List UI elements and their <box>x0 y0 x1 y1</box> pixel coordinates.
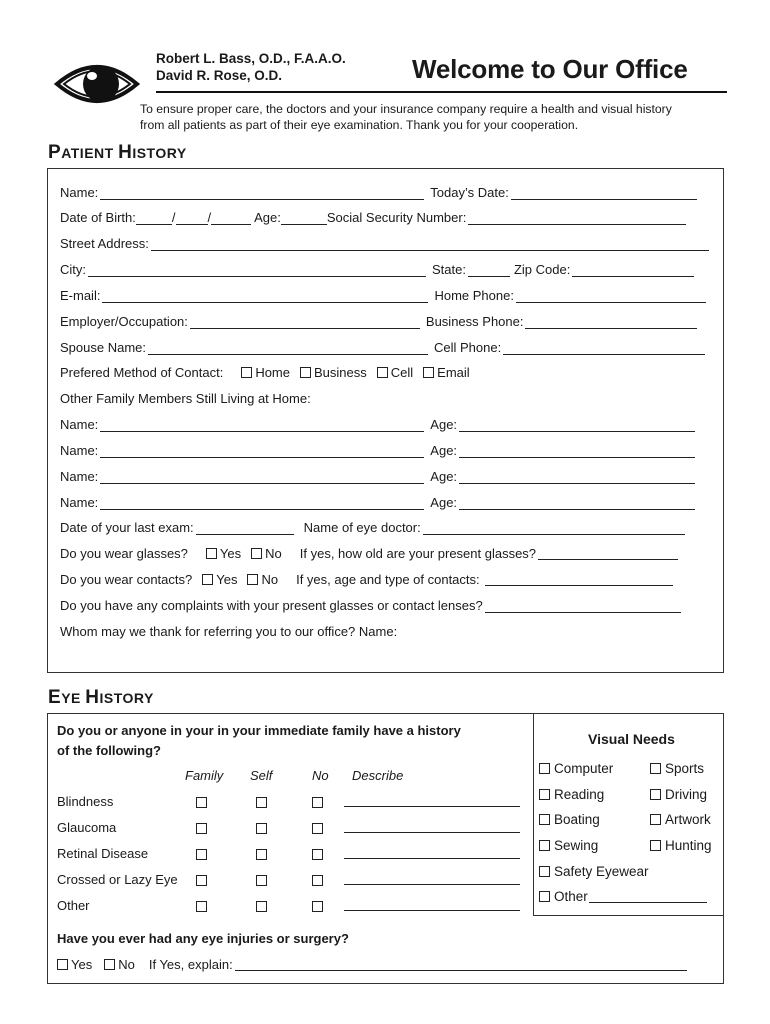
family-name-field[interactable] <box>100 497 424 510</box>
eye-doctor-field[interactable] <box>423 522 685 535</box>
spouse-name-field[interactable] <box>148 342 428 355</box>
condition-label: Other <box>57 898 90 913</box>
blindness-family-checkbox[interactable] <box>196 797 207 808</box>
visual-need-computer[interactable]: Computer <box>539 761 613 776</box>
other-self-checkbox[interactable] <box>256 901 267 912</box>
row-injury: Yes No If Yes, explain: <box>57 957 689 972</box>
patient-history-heading: PATIENT HISTORY <box>48 142 187 163</box>
glaucoma-family-checkbox[interactable] <box>196 823 207 834</box>
condition-label: Crossed or Lazy Eye <box>57 872 178 887</box>
visual-need-hunting[interactable]: Hunting <box>650 838 712 853</box>
retinal-self-checkbox[interactable] <box>256 849 267 860</box>
intro-text: To ensure proper care, the doctors and your insurance company require a health and visual history from all patients as part of their eye examination. Thank you for your cooperation. <box>140 102 672 132</box>
glasses-yes-checkbox[interactable] <box>206 548 217 559</box>
family-name-field[interactable] <box>100 471 424 484</box>
retinal-no-checkbox[interactable] <box>312 849 323 860</box>
family-name-field[interactable] <box>100 445 424 458</box>
age-field[interactable] <box>281 212 327 225</box>
doctor-name-1: Robert L. Bass, O.D., F.A.A.O. <box>156 51 346 66</box>
visual-need-sports[interactable]: Sports <box>650 761 704 776</box>
doctor-names <box>156 50 346 84</box>
glaucoma-self-checkbox[interactable] <box>256 823 267 834</box>
last-exam-field[interactable] <box>196 522 294 535</box>
contact-home-checkbox[interactable] <box>241 367 252 378</box>
row-glasses: Do you wear glasses? Yes No If yes, how old are your present glasses? <box>60 546 680 561</box>
contact-business-option[interactable]: Business <box>300 365 367 380</box>
dob-day-field[interactable] <box>176 212 208 225</box>
lazy-eye-self-checkbox[interactable] <box>256 875 267 886</box>
visual-needs-title: Visual Needs <box>588 731 675 747</box>
contact-cell-option[interactable]: Cell <box>377 365 413 380</box>
dob-year-field[interactable] <box>211 212 251 225</box>
row-contact-method: Prefered Method of Contact: Home Business Cell Email <box>60 365 470 380</box>
contact-cell-checkbox[interactable] <box>377 367 388 378</box>
employer-field[interactable] <box>190 316 420 329</box>
glaucoma-no-checkbox[interactable] <box>312 823 323 834</box>
family-row: Name: Age: <box>60 417 697 432</box>
family-age-field[interactable] <box>459 471 695 484</box>
contacts-yes-option[interactable]: Yes <box>202 572 237 587</box>
injury-question: Have you ever had any eye injuries or surgery? <box>57 931 349 946</box>
street-address-field[interactable] <box>151 238 709 251</box>
visual-need-driving[interactable]: Driving <box>650 787 707 802</box>
injury-explain-field[interactable] <box>235 958 687 971</box>
complaints-field[interactable] <box>485 600 681 613</box>
row-dob: Date of Birth: / / Age: Social Security Number: <box>60 210 688 225</box>
other-family-checkbox[interactable] <box>196 901 207 912</box>
family-row: Name: Age: <box>60 495 697 510</box>
row-employer: Employer/Occupation: Business Phone: <box>60 314 699 329</box>
state-field[interactable] <box>468 264 510 277</box>
row-email: E-mail: Home Phone: <box>60 288 708 303</box>
email-field[interactable] <box>102 290 428 303</box>
contact-business-checkbox[interactable] <box>300 367 311 378</box>
column-self: Self <box>250 768 273 783</box>
row-name: Name: Today’s Date: <box>60 185 699 200</box>
visual-need-artwork[interactable]: Artwork <box>650 812 711 827</box>
column-describe: Describe <box>352 768 404 783</box>
lazy-eye-no-checkbox[interactable] <box>312 875 323 886</box>
column-no: No <box>312 768 329 783</box>
contacts-no-checkbox[interactable] <box>247 574 258 585</box>
family-row: Name: Age: <box>60 443 697 458</box>
page-title: Welcome to Our Office <box>412 54 688 84</box>
condition-label: Blindness <box>57 794 114 809</box>
cell-phone-field[interactable] <box>503 342 705 355</box>
contacts-age-field[interactable] <box>485 573 673 586</box>
lazy-eye-family-checkbox[interactable] <box>196 875 207 886</box>
family-age-field[interactable] <box>459 445 695 458</box>
retinal-describe-field[interactable] <box>344 846 520 859</box>
column-family: Family <box>185 768 224 783</box>
contact-email-option[interactable]: Email <box>423 365 470 380</box>
todays-date-field[interactable] <box>511 187 697 200</box>
name-field[interactable] <box>100 187 424 200</box>
visual-need-other-field[interactable] <box>589 890 707 903</box>
retinal-family-checkbox[interactable] <box>196 849 207 860</box>
doctor-name-2: David R. Rose, O.D. <box>156 68 283 83</box>
glasses-no-option[interactable]: No <box>251 546 282 561</box>
zip-code-field[interactable] <box>572 264 694 277</box>
family-age-field[interactable] <box>459 497 695 510</box>
eye-logo-icon <box>54 56 140 112</box>
glaucoma-describe-field[interactable] <box>344 820 520 833</box>
contacts-no-option[interactable]: No <box>247 572 278 587</box>
visual-need-other[interactable]: Other <box>539 889 709 904</box>
blindness-no-checkbox[interactable] <box>312 797 323 808</box>
other-describe-field[interactable] <box>344 898 520 911</box>
blindness-self-checkbox[interactable] <box>256 797 267 808</box>
eye-history-heading: EYE HISTORY <box>48 687 154 708</box>
other-no-checkbox[interactable] <box>312 901 323 912</box>
injury-no-option[interactable]: No <box>104 957 135 972</box>
row-contacts: Do you wear contacts? Yes No If yes, age and type of contacts: <box>60 572 675 587</box>
contact-home-option[interactable]: Home <box>241 365 290 380</box>
visual-need-sewing[interactable]: Sewing <box>539 838 598 853</box>
glasses-no-checkbox[interactable] <box>251 548 262 559</box>
visual-need-safety-eyewear[interactable]: Safety Eyewear <box>539 864 649 879</box>
family-age-field[interactable] <box>459 419 695 432</box>
dob-month-field[interactable] <box>136 212 172 225</box>
home-phone-field[interactable] <box>516 290 706 303</box>
row-last-exam: Date of your last exam: Name of eye doctor: <box>60 520 687 535</box>
lazy-eye-describe-field[interactable] <box>344 872 520 885</box>
contact-email-checkbox[interactable] <box>423 367 434 378</box>
condition-label: Retinal Disease <box>57 846 149 861</box>
ssn-field[interactable] <box>468 212 686 225</box>
visual-need-boating[interactable]: Boating <box>539 812 600 827</box>
family-members-label: Other Family Members Still Living at Home: <box>60 391 311 406</box>
family-history-question: Do you or anyone in your in your immediate family have a history of the following? <box>57 723 461 758</box>
blindness-describe-field[interactable] <box>344 794 520 807</box>
injury-no-checkbox[interactable] <box>104 959 115 970</box>
injury-yes-checkbox[interactable] <box>57 959 68 970</box>
city-field[interactable] <box>88 264 426 277</box>
contacts-yes-checkbox[interactable] <box>202 574 213 585</box>
row-referral: Whom may we thank for referring you to our office? Name: <box>60 624 398 639</box>
injury-yes-option[interactable]: Yes <box>57 957 92 972</box>
row-spouse: Spouse Name: Cell Phone: <box>60 340 707 355</box>
glasses-yes-option[interactable]: Yes <box>206 546 241 561</box>
header-divider <box>156 91 727 93</box>
glasses-age-field[interactable] <box>538 547 678 560</box>
row-complaints: Do you have any complaints with your present glasses or contact lenses? <box>60 598 683 613</box>
row-street: Street Address: <box>60 236 711 251</box>
business-phone-field[interactable] <box>525 316 697 329</box>
family-row: Name: Age: <box>60 469 697 484</box>
condition-label: Glaucoma <box>57 820 117 835</box>
visual-need-reading[interactable]: Reading <box>539 787 604 802</box>
family-name-field[interactable] <box>100 419 424 432</box>
row-city: City: State: Zip Code: <box>60 262 696 277</box>
